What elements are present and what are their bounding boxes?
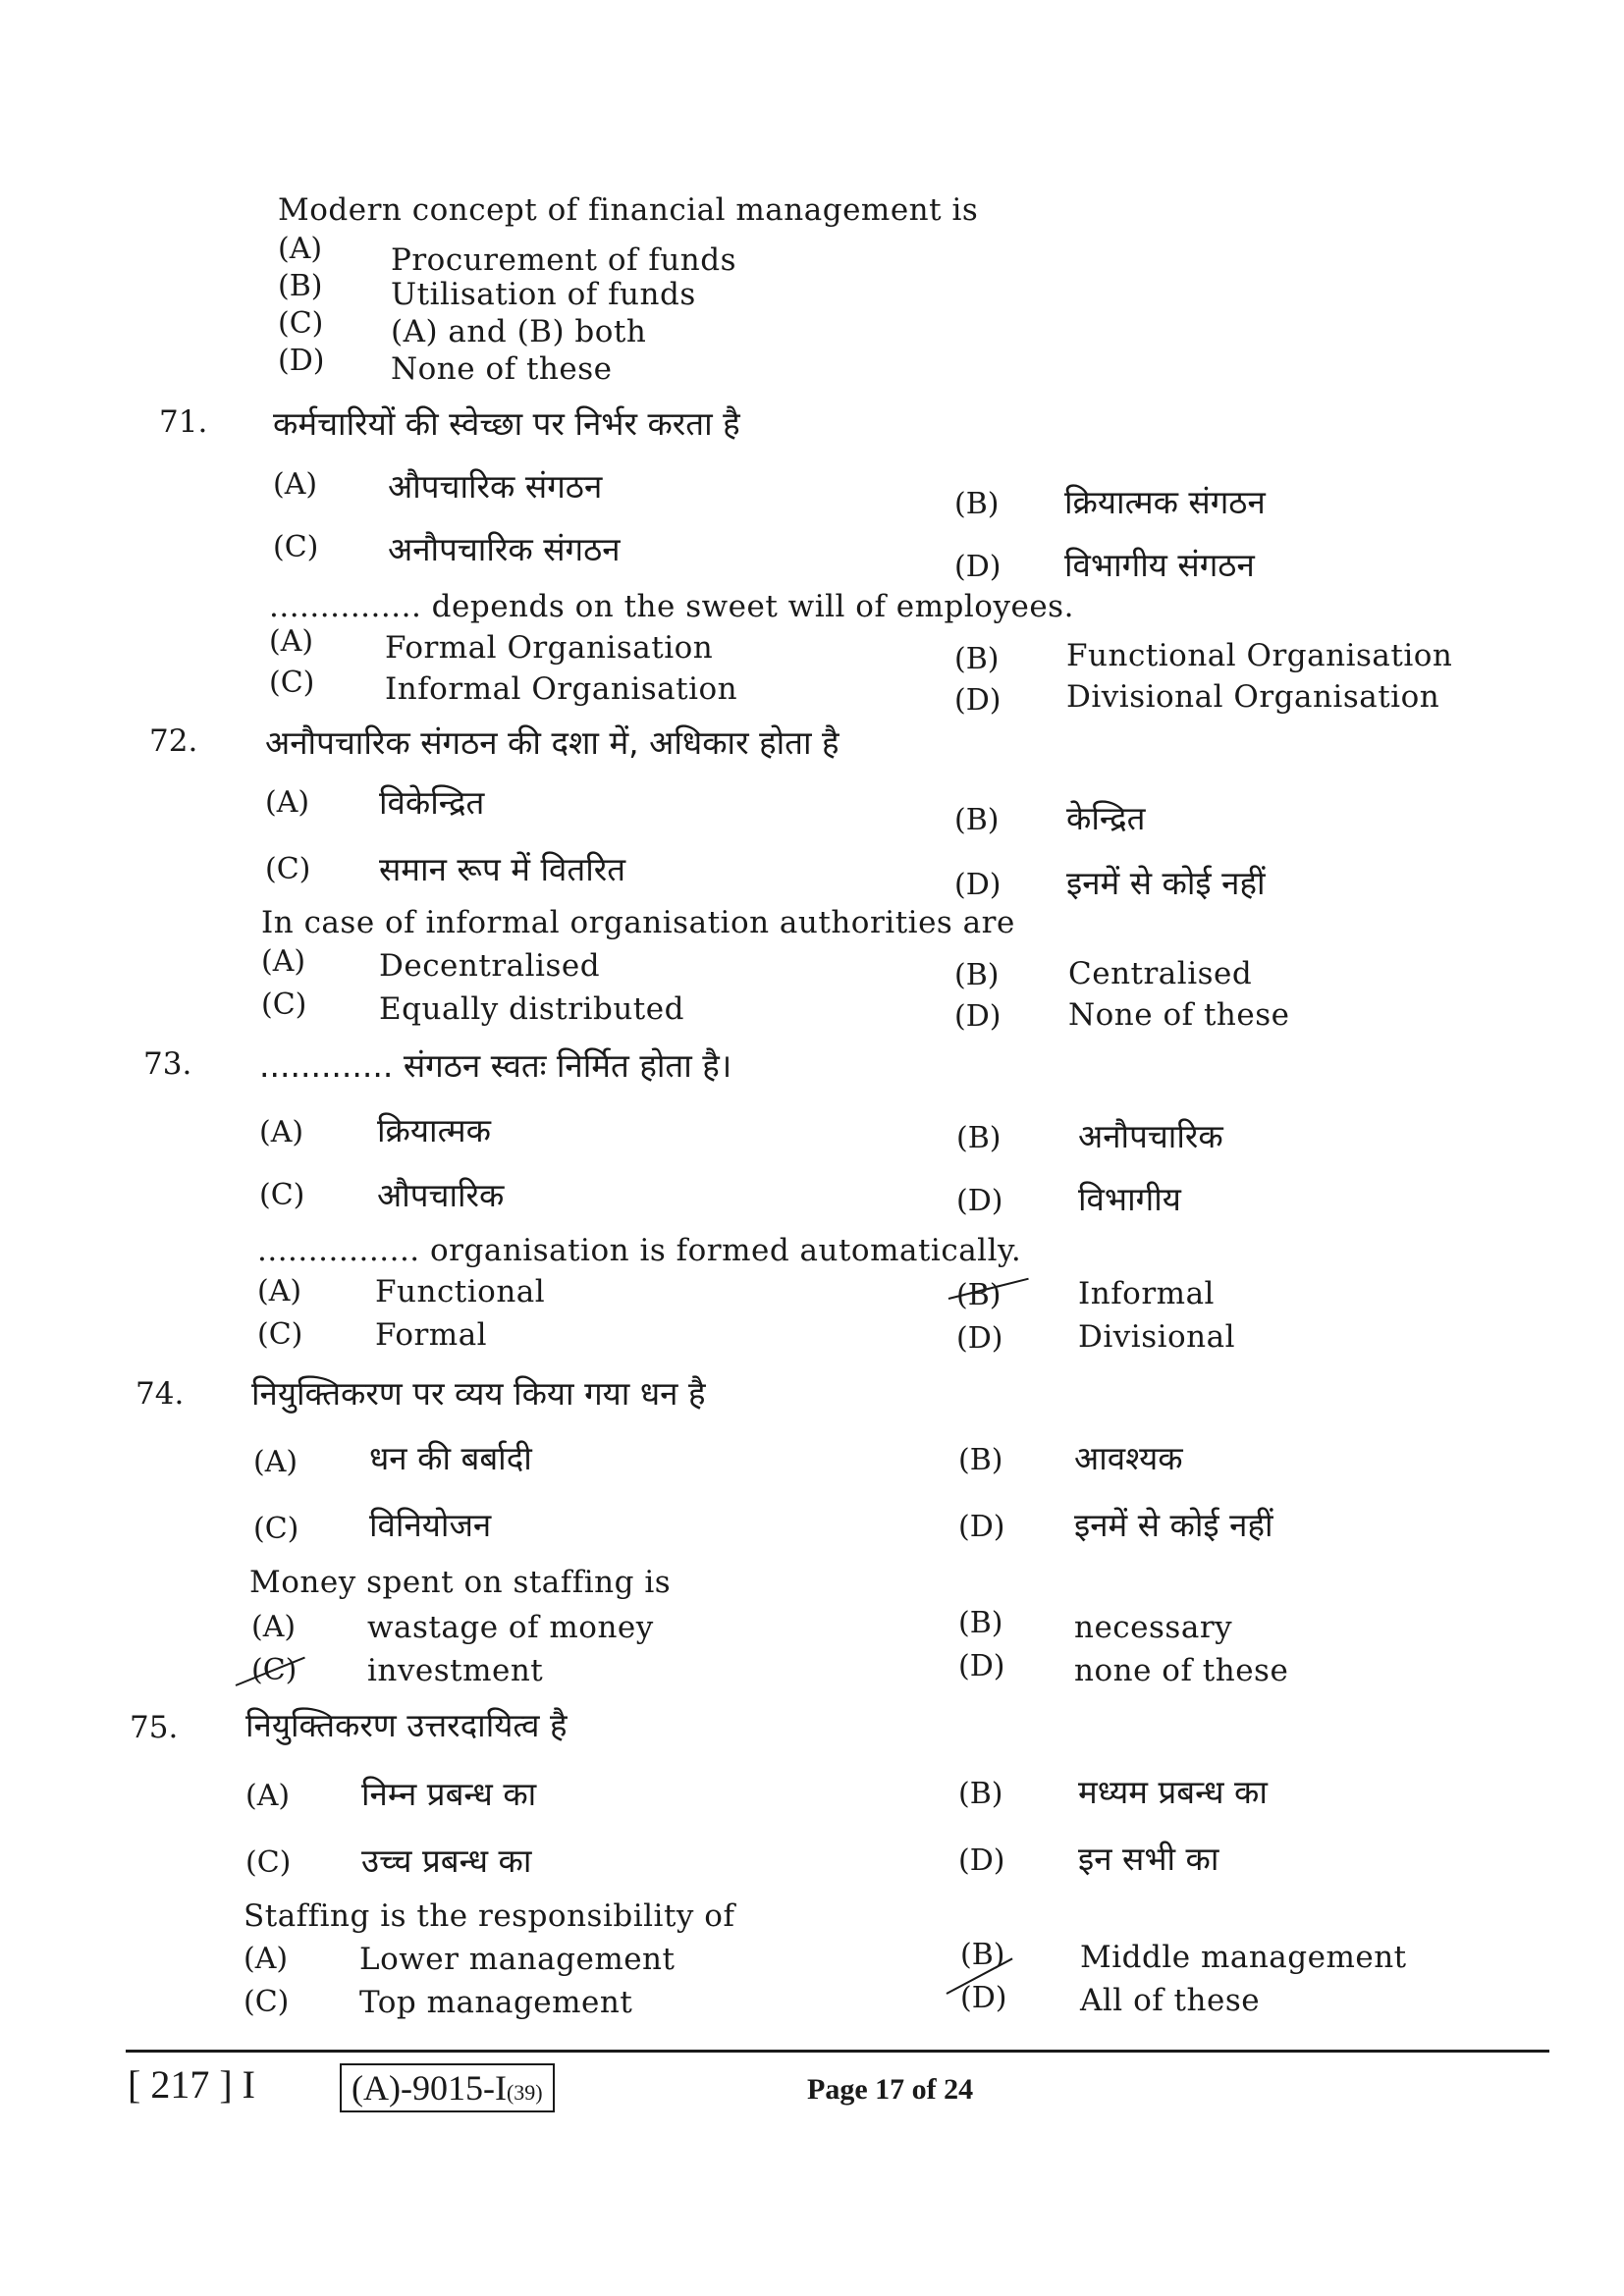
- option-label: (B): [954, 803, 1000, 837]
- option-text: Formal Organisation: [385, 630, 714, 666]
- option-label: (C): [245, 1845, 292, 1880]
- option-text: Divisional: [1078, 1319, 1236, 1355]
- question-english: Staffing is the responsibility of: [244, 1898, 735, 1934]
- option-label-marked: (C): [251, 1653, 298, 1687]
- option-text: (A) and (B) both: [391, 314, 647, 349]
- option-label: (B): [954, 958, 1000, 992]
- option-text: विभागीय संगठन: [1064, 546, 1255, 584]
- option-text: विकेन्द्रित: [379, 783, 485, 822]
- paper-code-box: [340, 2063, 555, 2112]
- option-text: उच्च प्रबन्ध का: [361, 1842, 532, 1880]
- option-label: (D): [956, 1184, 1003, 1218]
- option-text: None of these: [1068, 997, 1290, 1033]
- option-label-marked: (B): [956, 1278, 1001, 1312]
- option-label: (D): [954, 999, 1001, 1034]
- option-label: (C): [265, 852, 311, 886]
- option-label: (A): [259, 1115, 304, 1149]
- question-number: 74.: [135, 1376, 185, 1412]
- set-code: [ 217 ] I: [128, 2062, 255, 2107]
- question-hindi: अनौपचारिक संगठन की दशा में, अधिकार होता है: [265, 723, 839, 762]
- paper-code: (A)-9015-I: [352, 2068, 507, 2108]
- option-label: (B): [960, 1938, 1005, 1972]
- option-text: केन्द्रित: [1066, 799, 1146, 837]
- option-text: अनौपचारिक: [1078, 1117, 1223, 1155]
- option-label: (A): [273, 467, 318, 502]
- option-label: (A): [278, 232, 323, 266]
- option-text: धन की बर्बादी: [369, 1439, 532, 1477]
- option-text: मध्यम प्रबन्ध का: [1078, 1773, 1268, 1811]
- option-label: (D): [958, 1843, 1005, 1878]
- option-text: Utilisation of funds: [391, 277, 696, 312]
- option-text: Equally distributed: [379, 991, 684, 1027]
- option-label: (D): [954, 550, 1001, 584]
- option-text: Centralised: [1068, 956, 1253, 991]
- option-text: necessary: [1074, 1610, 1233, 1645]
- option-text: Functional: [375, 1274, 546, 1309]
- question-english: ............... depends on the sweet will of employees.: [269, 589, 1074, 624]
- option-text: इनमें से कोई नहीं: [1066, 864, 1266, 902]
- question-number: 72.: [149, 723, 198, 759]
- option-text: औपचारिक: [377, 1176, 505, 1214]
- option-label: (B): [958, 1443, 1003, 1477]
- page-number: Page 17 of 24: [807, 2073, 974, 2106]
- option-label: (C): [257, 1317, 303, 1352]
- option-label: (D): [958, 1649, 1005, 1683]
- option-text: All of these: [1080, 1983, 1261, 2018]
- option-label: (B): [958, 1777, 1003, 1811]
- option-label: (C): [269, 666, 315, 700]
- option-text: क्रियात्मक संगठन: [1064, 483, 1266, 521]
- option-label: (A): [261, 944, 306, 979]
- option-label: (A): [245, 1779, 291, 1813]
- option-text: investment: [367, 1653, 544, 1688]
- option-label: (D): [954, 868, 1001, 902]
- option-label: (D): [956, 1321, 1003, 1356]
- option-text: Formal: [375, 1317, 488, 1353]
- option-label: (C): [261, 988, 307, 1022]
- option-text: Lower management: [359, 1942, 676, 1977]
- option-text: Top management: [359, 1985, 633, 2020]
- option-label: (D): [958, 1510, 1005, 1544]
- option-label: (C): [259, 1178, 305, 1212]
- option-text: Procurement of funds: [391, 242, 736, 278]
- option-text: आवश्यक: [1074, 1439, 1183, 1477]
- option-text: विभागीय: [1078, 1180, 1181, 1218]
- option-text: none of these: [1074, 1653, 1289, 1688]
- carryover-question: Modern concept of financial management is: [278, 192, 979, 228]
- option-text: अनौपचारिक संगठन: [388, 530, 621, 568]
- option-label: (C): [278, 306, 324, 341]
- option-text: Decentralised: [379, 948, 601, 984]
- option-text: क्रियात्मक: [377, 1111, 491, 1149]
- question-hindi: नियुक्तिकरण पर व्यय किया गया धन है: [251, 1374, 706, 1413]
- question-hindi: ............. संगठन स्वतः निर्मित होता है।: [259, 1046, 732, 1085]
- option-label: (A): [265, 785, 310, 820]
- question-hindi: कर्मचारियों की स्वेच्छा पर निर्भर करता है: [273, 404, 740, 443]
- option-label: (A): [257, 1274, 302, 1308]
- option-text: समान रूप में वितरित: [379, 850, 626, 888]
- option-label: (A): [251, 1610, 297, 1644]
- option-text: wastage of money: [367, 1610, 654, 1645]
- option-text: निम्न प्रबन्ध का: [361, 1775, 537, 1813]
- option-label: (A): [253, 1445, 298, 1479]
- option-label: (B): [956, 1121, 1001, 1155]
- question-number: 73.: [143, 1046, 192, 1082]
- option-text: Divisional Organisation: [1066, 679, 1440, 715]
- option-label: (C): [253, 1512, 299, 1546]
- question-number: 75.: [130, 1710, 179, 1745]
- option-label: (B): [278, 269, 323, 303]
- option-text: Informal Organisation: [385, 671, 738, 707]
- footer-rule: [126, 2050, 1549, 2053]
- option-label: (D): [954, 683, 1001, 718]
- option-text: None of these: [391, 351, 613, 387]
- option-text: औपचारिक संगठन: [388, 467, 603, 506]
- option-label: (D): [278, 344, 325, 378]
- question-english: Money spent on staffing is: [249, 1565, 672, 1600]
- option-text: विनियोजन: [369, 1506, 492, 1544]
- option-label: (B): [958, 1606, 1003, 1640]
- option-text: इनमें से कोई नहीं: [1074, 1506, 1273, 1544]
- option-label: (C): [244, 1985, 290, 2019]
- option-label: (B): [954, 487, 1000, 521]
- option-text: Functional Organisation: [1066, 638, 1453, 673]
- option-text: Middle management: [1080, 1940, 1407, 1975]
- question-english: ................ organisation is formed automatically.: [257, 1233, 1022, 1268]
- question-english: In case of informal organisation authorities are: [261, 905, 1015, 940]
- question-hindi: नियुक्तिकरण उत्तरदायित्व है: [245, 1706, 568, 1744]
- paper-code-sub: (39): [506, 2080, 543, 2105]
- option-text: इन सभी का: [1078, 1840, 1219, 1878]
- question-number: 71.: [159, 404, 208, 440]
- option-label: (A): [269, 624, 314, 659]
- option-label-marked: (D): [960, 1981, 1007, 2015]
- option-label: (C): [273, 530, 319, 564]
- option-label: (A): [244, 1942, 289, 1976]
- option-text: Informal: [1078, 1276, 1215, 1311]
- option-label: (B): [954, 642, 1000, 676]
